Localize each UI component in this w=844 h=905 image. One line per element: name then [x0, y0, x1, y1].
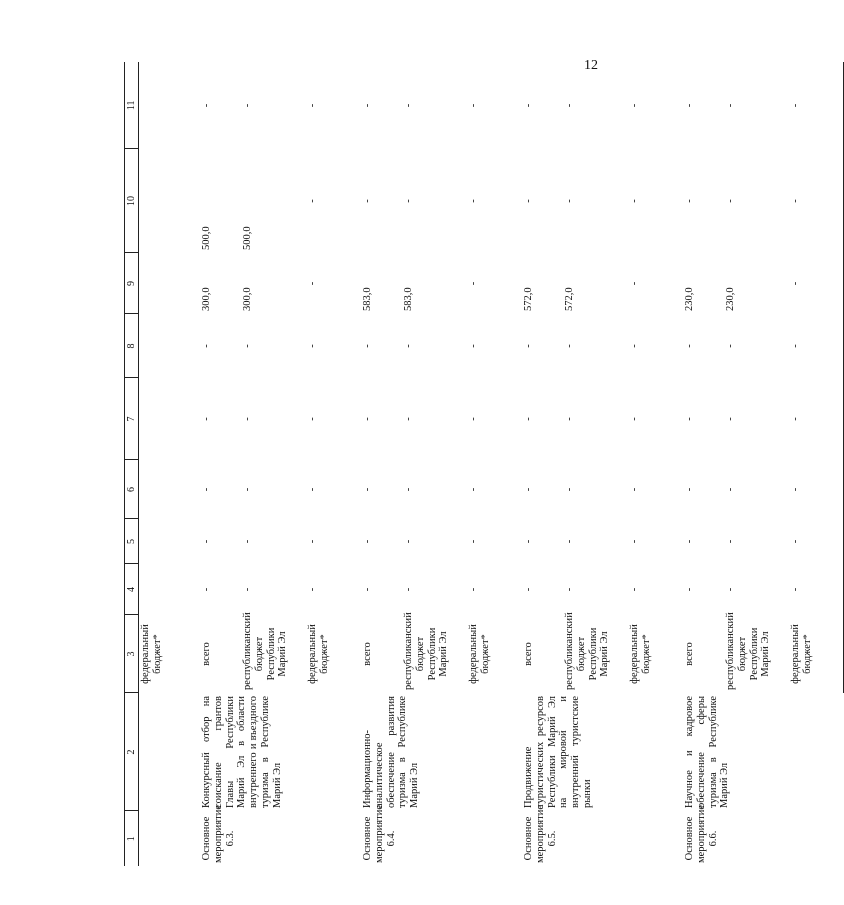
value-cell: - [629, 103, 641, 108]
value-cell: - [523, 487, 535, 492]
column-header: 10 [125, 149, 139, 253]
column-header: 3 [125, 615, 139, 693]
value-cell: - [468, 199, 480, 203]
value-cell: - [684, 344, 696, 348]
value-cell: - [362, 344, 374, 348]
value-cell: 500,0 [242, 226, 254, 250]
event-number: Основное мероприятие 6.4. [362, 805, 397, 863]
value-cell: - [403, 344, 415, 348]
value-cell: - [468, 539, 480, 544]
value-cell: - [788, 564, 844, 615]
table-row [199, 62, 240, 866]
value-cell: - [242, 487, 254, 492]
value-cell: - [403, 587, 415, 592]
value-cell: - [725, 344, 737, 348]
value-cell: - [564, 587, 576, 592]
value-cell: - [403, 417, 415, 421]
value-cell: - [201, 103, 213, 108]
page-number: 12 [584, 58, 598, 73]
funding-source: республиканский бюджет Республики Марий Эл [403, 612, 450, 690]
value-cell: - [564, 103, 576, 108]
value-cell: - [725, 539, 737, 544]
value-cell: - [629, 487, 641, 492]
value-cell: - [629, 199, 641, 203]
value-cell: 300,0 [242, 287, 254, 311]
funding-source: федеральный бюджет* [307, 624, 330, 684]
value-cell: 300,0 [201, 287, 213, 311]
event-name: Научное и кадровое обеспечение сферы туризма в Республике Марий Эл [684, 696, 731, 808]
value-cell: - [523, 103, 535, 108]
column-header: 1 [125, 811, 139, 866]
table-row [682, 62, 723, 866]
funding-source: республиканский бюджет Республики Марий Эл [725, 612, 772, 690]
value-cell: 230,0 [725, 287, 737, 311]
value-cell: - [242, 539, 254, 544]
value-cell: - [788, 378, 844, 460]
column-header: 2 [125, 693, 139, 811]
value-cell: - [788, 149, 844, 253]
value-cell: - [564, 539, 576, 544]
value-cell: 572,0 [564, 287, 576, 311]
value-cell: - [684, 487, 696, 492]
column-header: 5 [125, 519, 139, 564]
value-cell: - [523, 199, 535, 203]
budget-table [124, 62, 844, 866]
funding-source: всего [362, 642, 374, 666]
value-cell: - [362, 487, 374, 492]
value-cell: - [788, 62, 844, 149]
value-cell: - [725, 103, 737, 108]
value-cell: - [403, 539, 415, 544]
value-cell: - [307, 344, 319, 348]
value-cell: - [468, 281, 480, 286]
value-cell: - [725, 587, 737, 592]
value-cell: - [242, 103, 254, 108]
column-header: 6 [125, 460, 139, 519]
header-row [125, 62, 139, 866]
value-cell: - [684, 539, 696, 544]
event-name: Конкурсный отбор на соискание грантов Главы Республики Марий Эл в области внутреннего и въездного туризма в Республике Марий Эл [201, 696, 283, 808]
value-cell: - [788, 253, 844, 314]
event-number: Основное мероприятие 6.6. [684, 805, 719, 863]
funding-source: всего [523, 642, 535, 666]
value-cell: - [307, 487, 319, 492]
value-cell: - [629, 539, 641, 544]
value-cell: - [629, 417, 641, 421]
value-cell: - [307, 417, 319, 421]
value-cell: - [362, 103, 374, 108]
event-number: Основное мероприятие 6.3. [201, 805, 236, 863]
value-cell: - [564, 417, 576, 421]
value-cell: - [523, 539, 535, 544]
value-cell: 572,0 [523, 287, 535, 311]
value-cell: - [403, 487, 415, 492]
value-cell: - [307, 539, 319, 544]
value-cell: - [523, 344, 535, 348]
value-cell: - [242, 344, 254, 348]
value-cell: - [201, 587, 213, 592]
value-cell: - [362, 539, 374, 544]
value-cell: - [201, 344, 213, 348]
value-cell: - [307, 587, 319, 592]
value-cell: 230,0 [684, 287, 696, 311]
value-cell: - [725, 199, 737, 203]
funding-source: федеральный бюджет* [140, 624, 163, 684]
value-cell: - [403, 103, 415, 108]
funding-source: федеральный бюджет* [468, 624, 491, 684]
value-cell: - [201, 487, 213, 492]
value-cell: - [362, 199, 374, 203]
value-cell: - [684, 103, 696, 108]
value-cell: - [362, 417, 374, 421]
value-cell: - [564, 344, 576, 348]
value-cell: - [629, 587, 641, 592]
value-cell: - [201, 417, 213, 421]
event-number: Основное мероприятие 6.5. [523, 805, 558, 863]
value-cell: 500,0 [201, 226, 213, 250]
value-cell: - [362, 587, 374, 592]
value-cell: - [788, 519, 844, 564]
rotated-page [124, 62, 836, 866]
value-cell: - [684, 587, 696, 592]
value-cell: - [403, 199, 415, 203]
value-cell: - [788, 314, 844, 378]
value-cell: - [468, 103, 480, 108]
funding-source: всего [684, 642, 696, 666]
funding-source: республиканский бюджет Республики Марий Эл [564, 612, 611, 690]
value-cell: - [468, 587, 480, 592]
value-cell: 583,0 [362, 287, 374, 311]
event-name: Информационно-аналитическое обеспечение развития туризма в Республике Марий Эл [362, 696, 421, 808]
column-header: 4 [125, 564, 139, 615]
value-cell: - [684, 199, 696, 203]
value-cell: - [307, 103, 319, 108]
value-cell: - [201, 539, 213, 544]
value-cell: - [684, 417, 696, 421]
column-header: 9 [125, 253, 139, 314]
value-cell: - [468, 487, 480, 492]
value-cell: - [523, 417, 535, 421]
funding-source: республиканский бюджет Республики Марий Эл [242, 612, 289, 690]
value-cell: - [564, 487, 576, 492]
value-cell: - [242, 417, 254, 421]
value-cell: - [629, 344, 641, 348]
column-header: 8 [125, 314, 139, 378]
value-cell: - [307, 199, 319, 203]
value-cell: - [788, 460, 844, 519]
table-body [125, 62, 844, 866]
column-header: 7 [125, 378, 139, 460]
value-cell: - [242, 587, 254, 592]
continuation-row [139, 62, 200, 866]
value-cell: - [468, 417, 480, 421]
value-cell: 583,0 [403, 287, 415, 311]
funding-source: федеральный бюджет* [629, 624, 652, 684]
value-cell: - [725, 417, 737, 421]
value-cell: - [523, 587, 535, 592]
funding-source: всего [201, 642, 213, 666]
value-cell: - [307, 281, 319, 286]
table-row [521, 62, 562, 866]
funding-source: федеральный бюджет* [788, 615, 844, 693]
value-cell: - [629, 281, 641, 286]
column-header: 11 [125, 62, 139, 149]
value-cell: - [564, 199, 576, 203]
value-cell: - [725, 487, 737, 492]
event-name: Продвижение туристических ресурсов Республики Марий Эл на мировой и внутренний туристские рынки [523, 696, 593, 808]
table-row [360, 62, 401, 866]
value-cell: - [468, 344, 480, 348]
